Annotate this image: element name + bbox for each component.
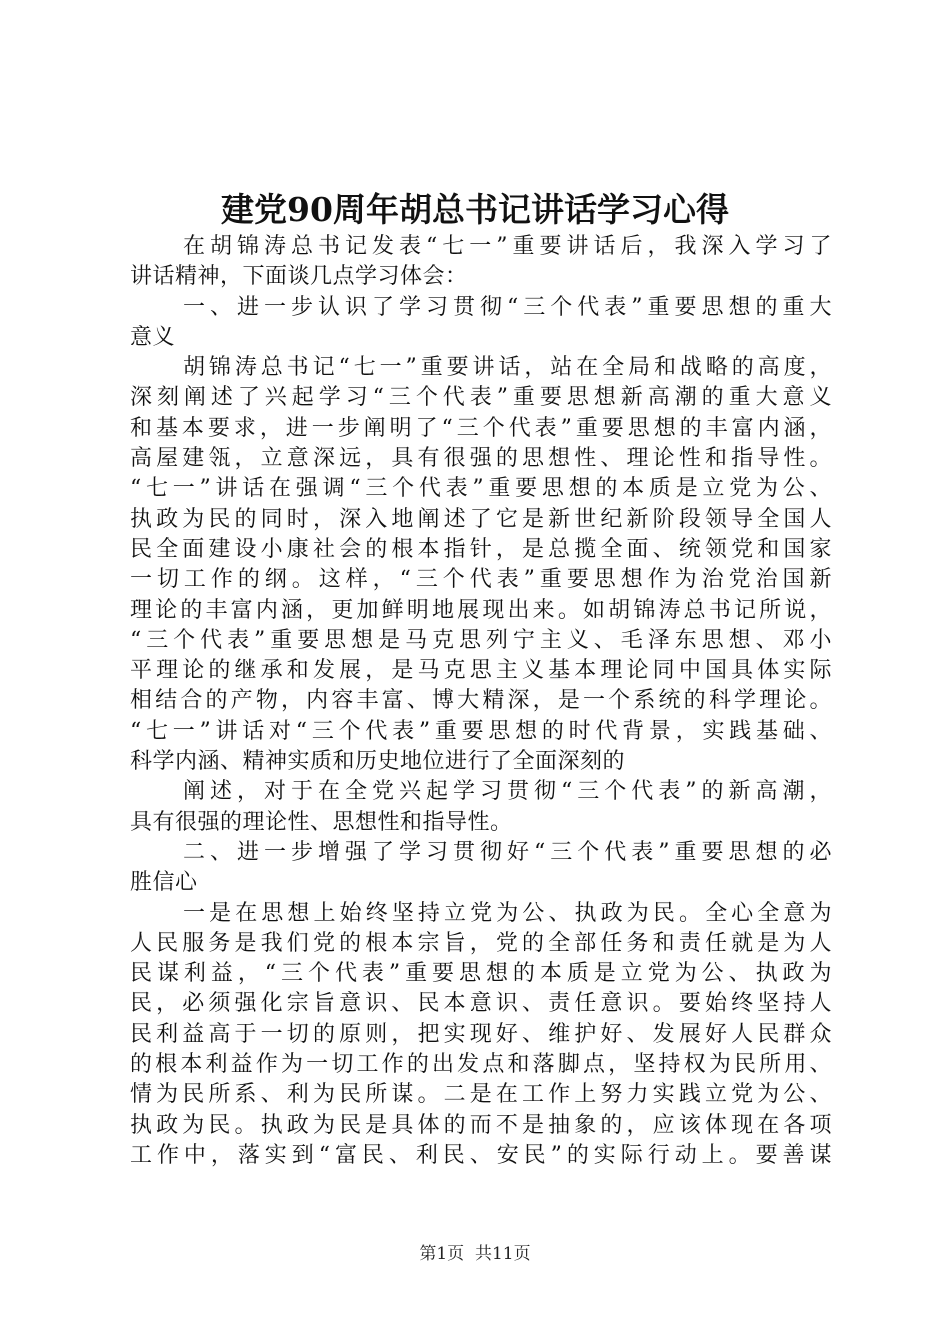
text-line: 理论的丰富内涵，更加鲜明地展现出来。如胡锦涛总书记所说， (130, 597, 832, 623)
text-line: 民利益高于一切的原则，把实现好、维护好、发展好人民群众 (130, 1021, 832, 1047)
document-body (130, 232, 832, 1171)
text-line: 在胡锦涛总书记发表“七一”重要讲话后，我深入学习了 (183, 234, 832, 259)
text-line: 民全面建设小康社会的根本指针，是总揽全面、统领党和国家 (130, 536, 832, 562)
text-line: 深刻阐述了兴起学习“三个代表”重要思想新高潮的重大意义 (130, 385, 832, 411)
text-line: 科学内涵、精神实质和历史地位进行了全面深刻的 (130, 749, 626, 775)
text-line: 的根本利益作为一切工作的出发点和落脚点，坚持权为民所用、 (130, 1052, 832, 1078)
text-line: 民谋利益，“三个代表”重要思想的本质是立党为公、执政为 (130, 961, 832, 987)
text-line: 一、进一步认识了学习贯彻“三个代表”重要思想的重大 (183, 294, 832, 320)
text-line: 具有很强的理论性、思想性和指导性。 (130, 809, 513, 835)
text-line: 阐述，对于在全党兴起学习贯彻“三个代表”的新高潮， (183, 779, 832, 805)
text-line: 人民服务是我们党的根本宗旨，党的全部任务和责任就是为人 (130, 930, 832, 956)
page-number-label: 第1页 共11页 (419, 1244, 531, 1264)
text-line: 意义 (130, 324, 176, 350)
text-line: 高屋建瓴，立意深远，具有很强的思想性、理论性和指导性。 (130, 446, 832, 472)
text-line: 执政为民的同时，深入地阐述了它是新世纪新阶段领导全国人 (130, 506, 832, 532)
text-line: 胜信心 (130, 870, 198, 896)
text-line: 执政为民。执政为民是具体的而不是抽象的，应该体现在各项 (130, 1112, 832, 1138)
text-line: 一是在思想上始终坚持立党为公、执政为民。全心全意为 (183, 900, 832, 926)
text-line: 相结合的产物，内容丰富、博大精深，是一个系统的科学理论。 (130, 688, 832, 714)
text-line: 二、进一步增强了学习贯彻好“三个代表”重要思想的必 (183, 839, 832, 865)
text-line: “七一”讲话对“三个代表”重要思想的时代背景，实践基础、 (130, 718, 832, 744)
text-line: 和基本要求，进一步阐明了“三个代表”重要思想的丰富内涵， (130, 415, 832, 441)
text-line: 情为民所系、利为民所谋。二是在工作上努力实践立党为公、 (130, 1082, 832, 1108)
text-line: 工作中，落实到“富民、利民、安民”的实际行动上。要善谋 (130, 1142, 832, 1168)
text-line: 民，必须强化宗旨意识、民本意识、责任意识。要始终坚持人 (130, 991, 832, 1017)
text-line: 胡锦涛总书记“七一”重要讲话，站在全局和战略的高度， (183, 355, 832, 381)
text-line: 平理论的继承和发展，是马克思主义基本理论同中国具体实际 (130, 658, 832, 684)
text-line: 讲话精神，下面谈几点学习体会： (130, 264, 468, 290)
page-footer (0, 1241, 950, 1267)
text-line: “七一”讲话在强调“三个代表”重要思想的本质是立党为公、 (130, 476, 832, 502)
text-line: “三个代表”重要思想是马克思列宁主义、毛泽东思想、邓小 (130, 627, 832, 653)
document-title: 建党90周年胡总书记讲话学习心得 (221, 190, 729, 229)
text-line: 一切工作的纲。这样，“三个代表”重要思想作为治党治国新 (130, 567, 832, 593)
